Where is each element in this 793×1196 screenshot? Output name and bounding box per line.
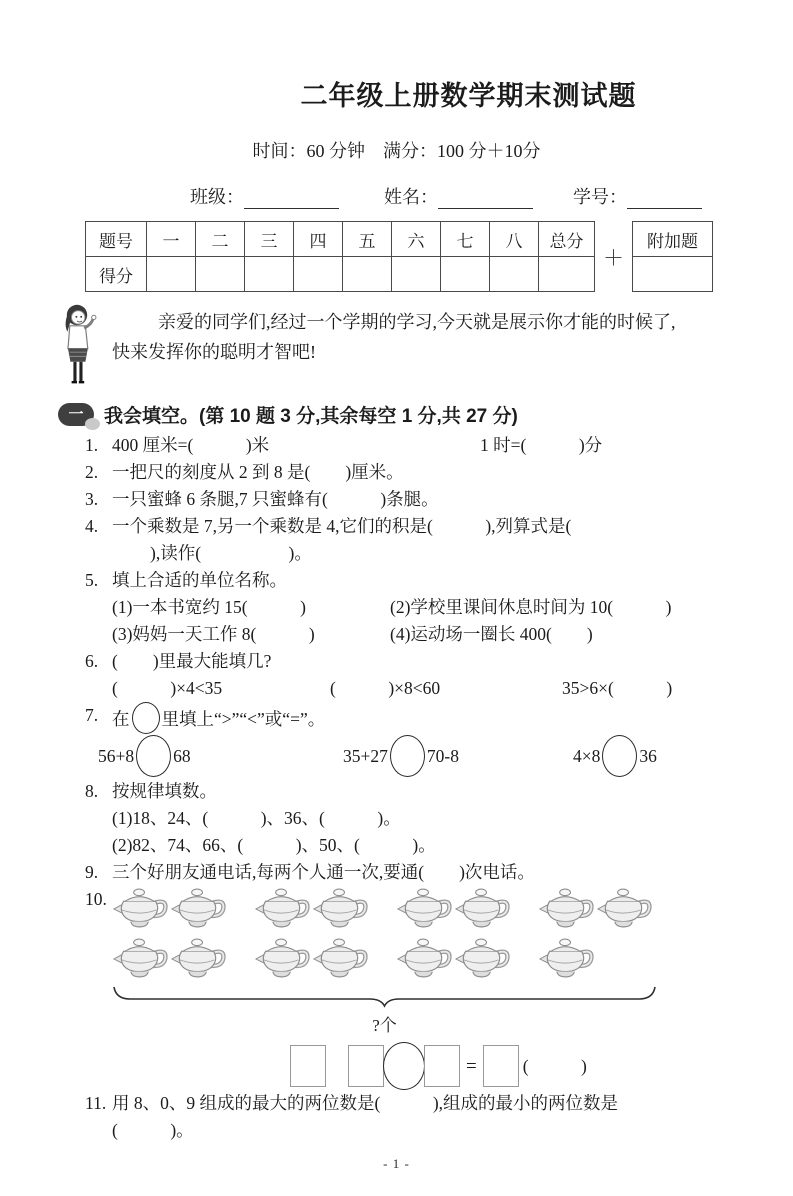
intro-line-2: 快来发挥你的聪明才智吧!	[112, 342, 316, 362]
answer-box	[424, 1045, 460, 1087]
q5-item-1: (1)一本书宽约 15( )	[112, 597, 306, 617]
q6-item-3: 35>6×( )	[562, 678, 673, 698]
q11-line-2: ( )。	[112, 1120, 194, 1140]
exam-meta-line: 时间：60 分钟 满分：100 分＋10分	[252, 141, 541, 161]
teapot-icon	[312, 936, 370, 982]
teapot-icon	[596, 886, 654, 932]
teapot-icon	[538, 936, 596, 982]
brace-icon	[112, 986, 657, 1008]
teapot-icon	[454, 886, 512, 932]
score-table-score-row	[86, 257, 595, 292]
score-table-header-row	[86, 222, 595, 257]
score-cell	[490, 257, 539, 292]
class-field	[190, 183, 339, 209]
q6-item-1: ( )×4<35	[112, 678, 223, 698]
score-cell	[196, 257, 245, 292]
q10-equation-row	[290, 1042, 763, 1090]
question-5	[85, 567, 763, 648]
teapot-icon	[312, 886, 370, 932]
plus-sign: ＋	[603, 245, 624, 270]
question-2	[85, 459, 763, 486]
teapot-icon	[112, 886, 170, 932]
teapot-group	[396, 936, 512, 984]
score-table-row2-label: 得分	[86, 257, 147, 292]
section-one-heading	[58, 401, 793, 428]
question-11	[85, 1090, 763, 1144]
q6-text: ( )里最大能填几?	[112, 651, 272, 671]
q4-line-2: ),读作( )。	[150, 543, 312, 563]
q8-item-2: (2)82、74、66、( )、50、( )。	[112, 835, 436, 855]
score-col-header: 五	[343, 222, 392, 257]
underbrace	[112, 986, 657, 1016]
question-number: 9.	[85, 862, 99, 882]
section-one-badge: 一	[58, 403, 94, 426]
operator-circle	[383, 1042, 425, 1090]
student-id-label: 学号：	[573, 187, 627, 207]
teapot-icon	[254, 936, 312, 982]
q7-expression-3: 4×8 36	[573, 735, 657, 777]
q7-expression-1: 56+8 68	[98, 735, 343, 777]
teacher-character-illustration	[52, 303, 102, 387]
score-cell	[539, 257, 595, 292]
question-3	[85, 486, 763, 513]
question-number: 7.	[85, 705, 99, 725]
compare-circle-icon	[136, 735, 171, 777]
teapot-icon	[170, 936, 228, 982]
teapot-group	[538, 936, 596, 984]
q9-text: 三个好朋友通电话,每两个人通一次,要通( )次电话。	[112, 862, 535, 882]
q8-item-1: (1)18、24、( )、36、( )。	[112, 808, 401, 828]
teapot-icon	[254, 886, 312, 932]
teapot-icon	[112, 936, 170, 982]
score-col-header: 七	[441, 222, 490, 257]
answer-box	[290, 1045, 326, 1087]
badge-shadow	[85, 418, 100, 430]
q7-heading: 在 里填上“>”“<”或“=”。	[112, 702, 763, 734]
score-col-header: 三	[245, 222, 294, 257]
q5-text: 填上合适的单位名称。	[112, 570, 287, 590]
answer-box	[348, 1045, 384, 1087]
question-list	[85, 432, 763, 1144]
teapot-group	[112, 936, 228, 984]
q11-line-1: 用 8、0、9 组成的最大的两位数是( ),组成的最小的两位数是	[112, 1093, 619, 1113]
question-4	[85, 513, 763, 567]
compare-circle-icon	[602, 735, 637, 777]
question-1	[85, 432, 763, 459]
q10-paren-blank: ( )	[522, 1055, 587, 1076]
intro-block	[52, 307, 753, 391]
q2-text: 一把尺的刻度从 2 到 8 是( )厘米。	[112, 462, 404, 482]
q5-item-3: (3)妈妈一天工作 8( )	[112, 624, 315, 644]
question-number: 5.	[85, 570, 99, 590]
q1-right-blank: 1 时=( )分	[480, 435, 603, 455]
compare-circle-icon	[132, 702, 160, 734]
student-info-row	[190, 183, 793, 209]
question-number: 1.	[85, 435, 99, 455]
teapot-icon	[454, 936, 512, 982]
compare-circle-icon	[390, 735, 425, 777]
score-cell	[441, 257, 490, 292]
teapot-icon	[396, 886, 454, 932]
teapot-row	[112, 886, 763, 934]
q7-expression-2: 35+27 70-8	[343, 735, 573, 777]
brace-label: ?个	[372, 1016, 397, 1035]
score-table-block	[85, 221, 793, 292]
score-cell	[343, 257, 392, 292]
q5-item-4: (4)运动场一圈长 400( )	[390, 624, 593, 644]
question-7	[85, 702, 763, 778]
teapot-group	[254, 886, 370, 934]
question-9	[85, 859, 763, 886]
score-table-row1-label: 题号	[86, 222, 147, 257]
class-blank-line	[244, 188, 339, 209]
student-id-field	[573, 183, 702, 209]
score-col-header: 二	[196, 222, 245, 257]
score-col-header: 四	[294, 222, 343, 257]
name-label: 姓名：	[384, 187, 438, 207]
teapot-icon	[396, 936, 454, 982]
question-8	[85, 778, 763, 859]
question-number: 6.	[85, 651, 99, 671]
name-blank-line	[438, 188, 533, 209]
score-cell	[245, 257, 294, 292]
question-number: 3.	[85, 489, 99, 509]
question-number: 4.	[85, 516, 99, 536]
score-cell	[147, 257, 196, 292]
score-table	[85, 221, 595, 292]
teapot-group	[112, 886, 228, 934]
teapot-row	[112, 936, 763, 984]
bonus-label: 附加题	[633, 222, 713, 257]
page-title: 二年级上册数学期末测试题	[300, 81, 637, 111]
score-col-header: 八	[490, 222, 539, 257]
intro-line-1: 亲爱的同学们,经过一个学期的学习,今天就是展示你才能的时候了,	[158, 312, 676, 332]
score-cell	[294, 257, 343, 292]
teapot-group	[538, 886, 654, 934]
score-col-header: 一	[147, 222, 196, 257]
exam-page	[0, 74, 793, 1172]
student-id-blank-line	[627, 188, 702, 209]
q8-text: 按规律填数。	[112, 781, 217, 801]
teapot-group	[254, 936, 370, 984]
score-cell	[392, 257, 441, 292]
name-field	[384, 183, 533, 209]
question-10	[85, 886, 763, 1090]
q6-item-2: ( )×8<60	[330, 678, 441, 698]
equals-sign: =	[466, 1055, 477, 1077]
answer-box	[483, 1045, 519, 1087]
score-col-header: 总分	[539, 222, 595, 257]
q3-text: 一只蜜蜂 6 条腿,7 只蜜蜂有( )条腿。	[112, 489, 439, 509]
question-number: 10.	[85, 889, 107, 909]
teapot-icon	[538, 886, 596, 932]
teapot-icon	[170, 886, 228, 932]
bonus-score-cell	[633, 257, 713, 292]
bonus-table	[632, 221, 713, 292]
question-number: 8.	[85, 781, 99, 801]
score-col-header: 六	[392, 222, 441, 257]
question-number: 11.	[85, 1093, 107, 1113]
page-number: - 1 -	[383, 1156, 410, 1171]
class-label: 班级：	[190, 187, 244, 207]
q4-line-1: 一个乘数是 7,另一个乘数是 4,它们的积是( ),列算式是(	[112, 516, 572, 536]
question-6	[85, 648, 763, 702]
q1-left-blank: 400 厘米=( )米	[112, 435, 270, 455]
teapot-group	[396, 886, 512, 934]
section-one-title: 我会填空。(第 10 题 3 分,其余每空 1 分,共 27 分)	[104, 406, 518, 427]
question-number: 2.	[85, 462, 99, 482]
q5-item-2: (2)学校里课间休息时间为 10( )	[390, 597, 672, 617]
